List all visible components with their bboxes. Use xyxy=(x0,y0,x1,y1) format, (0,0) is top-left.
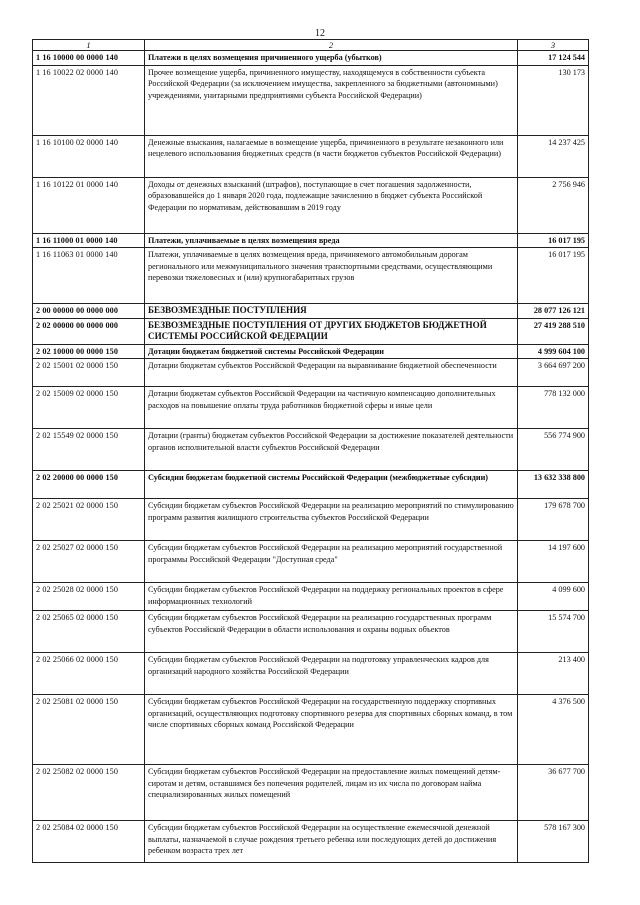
code-cell: 1 16 10000 00 0000 140 xyxy=(33,51,145,66)
name-cell: Доходы от денежных взысканий (штрафов), поступающие в счет погашения задолженности, образовавшейся до 1 января 2020 года, подлежащие зачислению в бюджет субъекта Российской Федерации по нормативам, действовавшим в 2019 году xyxy=(145,177,518,233)
table-row xyxy=(33,541,589,583)
page-number: 12 xyxy=(315,28,325,39)
amount-cell: 4 099 600 xyxy=(518,583,589,611)
code-cell: 2 00 00000 00 0000 000 xyxy=(33,304,145,319)
table-row xyxy=(33,318,589,344)
table-row xyxy=(33,695,589,765)
amount-cell: 179 678 700 xyxy=(518,499,589,541)
header-col-3: 3 xyxy=(518,40,589,51)
name-cell: Субсидии бюджетам субъектов Российской Федерации на реализацию мероприятий государственной программы Российской Федерации "Доступная среда" xyxy=(145,541,518,583)
amount-cell: 16 017 195 xyxy=(518,248,589,304)
name-cell: Субсидии бюджетам субъектов Российской Федерации на осуществление ежемесячной денежной выплаты, назначаемой в случае рождения третьего ребенка или последующих детей до достижения ребенком возраста трех лет xyxy=(145,821,518,863)
name-cell: Субсидии бюджетам субъектов Российской Федерации на государственную поддержку спортивных организаций, осуществляющих подготовку спортивного резерва для спортивных сборных команд, в том числе спортивных сборных команд Российской Федерации xyxy=(145,695,518,765)
name-cell: Дотации бюджетам субъектов Российской Федерации на частичную компенсацию дополнительных расходов на повышение оплаты труда работников бюджетной сферы и иные цели xyxy=(145,387,518,429)
header-col-2: 2 xyxy=(145,40,518,51)
table-row xyxy=(33,359,589,387)
code-cell: 2 02 20000 00 0000 150 xyxy=(33,471,145,499)
name-cell: Денежные взыскания, налагаемые в возмещение ущерба, причиненного в результате незаконного или нецелевого использования бюджетных средств (в части бюджетов субъектов Российской Федерации) xyxy=(145,135,518,177)
table-row xyxy=(33,135,589,177)
amount-cell: 27 419 288 510 xyxy=(518,318,589,344)
code-cell: 2 02 15001 02 0000 150 xyxy=(33,359,145,387)
name-cell: Субсидии бюджетам субъектов Российской Федерации на реализацию государственных программ субъектов Российской Федерации в области использования и охраны водных объектов xyxy=(145,611,518,653)
table-row xyxy=(33,65,589,135)
table-row xyxy=(33,344,589,359)
table-row xyxy=(33,248,589,304)
table-row xyxy=(33,471,589,499)
code-cell: 2 02 00000 00 0000 000 xyxy=(33,318,145,344)
amount-cell: 213 400 xyxy=(518,653,589,695)
table-body xyxy=(33,40,589,863)
table-row xyxy=(33,233,589,248)
table-row xyxy=(33,51,589,66)
code-cell: 2 02 25027 02 0000 150 xyxy=(33,541,145,583)
table-row xyxy=(33,653,589,695)
amount-cell: 14 237 425 xyxy=(518,135,589,177)
name-cell: Субсидии бюджетам бюджетной системы Российской Федерации (межбюджетные субсидии) xyxy=(145,471,518,499)
amount-cell: 578 167 300 xyxy=(518,821,589,863)
code-cell: 2 02 25028 02 0000 150 xyxy=(33,583,145,611)
code-cell: 1 16 11000 01 0000 140 xyxy=(33,233,145,248)
code-cell: 2 02 10000 00 0000 150 xyxy=(33,344,145,359)
amount-cell: 2 756 946 xyxy=(518,177,589,233)
name-cell: Платежи, уплачиваемые в целях возмещения вреда, причиняемого автомобильным дорогам регионального или межмуниципального значения транспортными средствами, осуществляющими перевозки тяжеловесных и (или) крупногабаритных грузов xyxy=(145,248,518,304)
code-cell: 2 02 15549 02 0000 150 xyxy=(33,429,145,471)
table-row xyxy=(33,304,589,319)
table-header-row xyxy=(33,40,589,51)
name-cell: БЕЗВОЗМЕЗДНЫЕ ПОСТУПЛЕНИЯ ОТ ДРУГИХ БЮДЖЕТОВ БЮДЖЕТНОЙ СИСТЕМЫ РОССИЙСКОЙ ФЕДЕРАЦИИ xyxy=(145,318,518,344)
amount-cell: 15 574 700 xyxy=(518,611,589,653)
code-cell: 2 02 25021 02 0000 150 xyxy=(33,499,145,541)
amount-cell: 16 017 195 xyxy=(518,233,589,248)
table-row xyxy=(33,429,589,471)
amount-cell: 36 677 700 xyxy=(518,765,589,821)
code-cell: 2 02 25081 02 0000 150 xyxy=(33,695,145,765)
amount-cell: 778 132 000 xyxy=(518,387,589,429)
name-cell: Дотации (гранты) бюджетам субъектов Российской Федерации за достижение показателей деятельности органов исполнительной власти субъектов Российской Федерации xyxy=(145,429,518,471)
name-cell: Дотации бюджетам бюджетной системы Российской Федерации xyxy=(145,344,518,359)
table-row xyxy=(33,821,589,863)
name-cell: Платежи, уплачиваемые в целях возмещения вреда xyxy=(145,233,518,248)
table-row xyxy=(33,765,589,821)
code-cell: 2 02 25065 02 0000 150 xyxy=(33,611,145,653)
code-cell: 2 02 25066 02 0000 150 xyxy=(33,653,145,695)
name-cell: БЕЗВОЗМЕЗДНЫЕ ПОСТУПЛЕНИЯ xyxy=(145,304,518,319)
name-cell: Субсидии бюджетам субъектов Российской Федерации на реализацию мероприятий по стимулированию программ развития жилищного строительства субъектов Российской Федерации xyxy=(145,499,518,541)
code-cell: 2 02 15009 02 0000 150 xyxy=(33,387,145,429)
table-row xyxy=(33,611,589,653)
name-cell: Субсидии бюджетам субъектов Российской Федерации на подготовку управленческих кадров для организаций народного хозяйства Российской Федерации xyxy=(145,653,518,695)
code-cell: 1 16 11063 01 0000 140 xyxy=(33,248,145,304)
table-row xyxy=(33,387,589,429)
code-cell: 2 02 25084 02 0000 150 xyxy=(33,821,145,863)
table-row xyxy=(33,499,589,541)
name-cell: Субсидии бюджетам субъектов Российской Федерации на поддержку региональных проектов в сфере информационных технологий xyxy=(145,583,518,611)
amount-cell: 17 124 544 xyxy=(518,51,589,66)
code-cell: 2 02 25082 02 0000 150 xyxy=(33,765,145,821)
code-cell: 1 16 10022 02 0000 140 xyxy=(33,65,145,135)
amount-cell: 3 664 697 200 xyxy=(518,359,589,387)
revenue-table xyxy=(32,39,589,863)
name-cell: Платежи в целях возмещения причиненного ущерба (убытков) xyxy=(145,51,518,66)
amount-cell: 13 632 338 800 xyxy=(518,471,589,499)
amount-cell: 4 999 604 100 xyxy=(518,344,589,359)
table-row xyxy=(33,583,589,611)
name-cell: Дотации бюджетам субъектов Российской Федерации на выравнивание бюджетной обеспеченности xyxy=(145,359,518,387)
amount-cell: 14 197 600 xyxy=(518,541,589,583)
table-row xyxy=(33,177,589,233)
amount-cell: 28 077 126 121 xyxy=(518,304,589,319)
amount-cell: 556 774 900 xyxy=(518,429,589,471)
name-cell: Прочее возмещение ущерба, причиненного имуществу, находящемуся в собственности субъекта Российской Федерации (за исключением имущества, закрепленного за бюджетными (автономными) учреждениями, унитарными предприятиями субъекта Российской Федерации) xyxy=(145,65,518,135)
code-cell: 1 16 10122 01 0000 140 xyxy=(33,177,145,233)
header-col-1: 1 xyxy=(33,40,145,51)
amount-cell: 130 173 xyxy=(518,65,589,135)
name-cell: Субсидии бюджетам субъектов Российской Федерации на предоставление жилых помещений детям-сиротам и детям, оставшимся без попечения родителей, лицам из их числа по договорам найма специализированных жилых помещений xyxy=(145,765,518,821)
amount-cell: 4 376 500 xyxy=(518,695,589,765)
code-cell: 1 16 10100 02 0000 140 xyxy=(33,135,145,177)
